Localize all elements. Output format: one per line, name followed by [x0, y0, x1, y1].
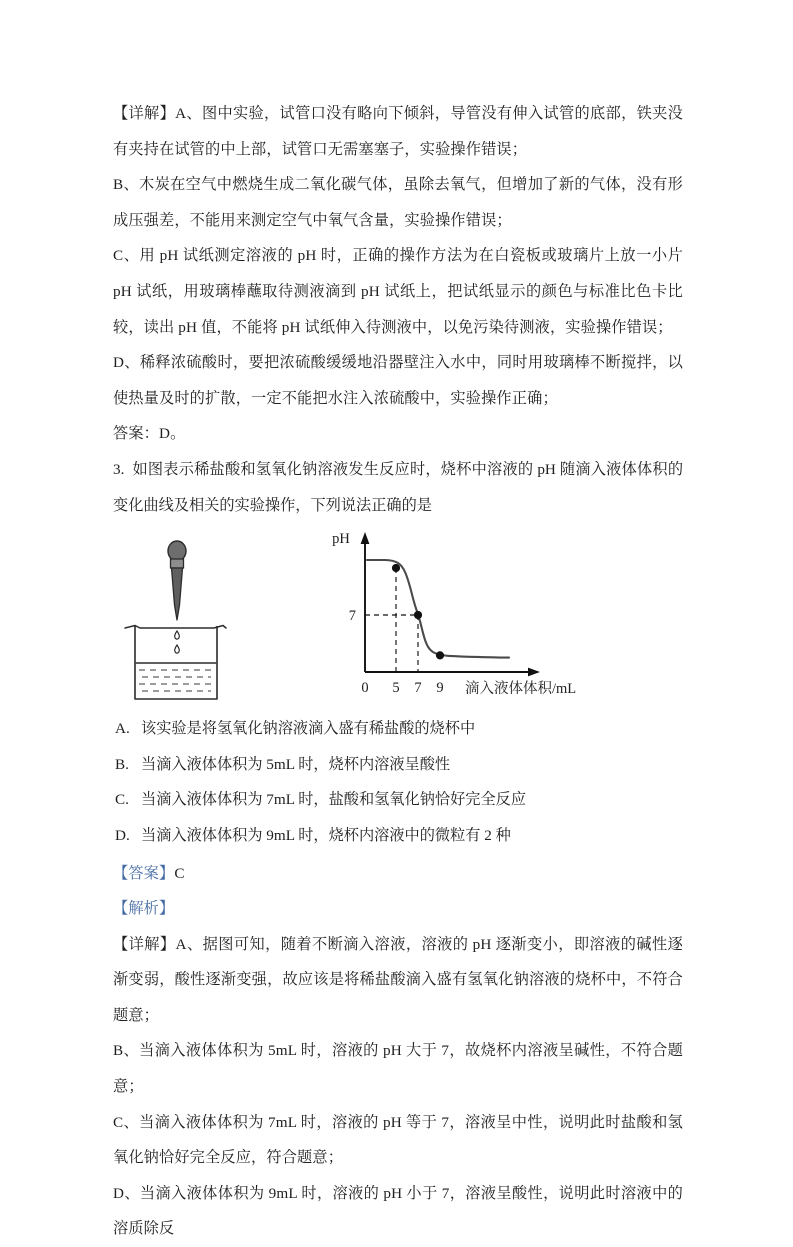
question-number: 3. — [113, 460, 125, 478]
explanation-tag: 【详解】 — [113, 105, 176, 122]
answer-tag: 【答案】 — [113, 864, 175, 882]
data-point-x9 — [436, 651, 444, 659]
explanation-1-answer: 答案：D。 — [113, 425, 186, 443]
option-a[interactable] — [113, 711, 683, 747]
analysis-line — [113, 891, 683, 927]
analysis-tag: 【解析】 — [113, 900, 175, 918]
explanation-2-line-c: C、当滴入液体体积为 7mL 时，溶液的 pH 等于 7，溶液呈中性，说明此时盐酸和氢氧化钠恰好完全反应，符合题意； — [113, 1113, 683, 1167]
explanation-2-tag: 【详解】 — [113, 935, 176, 953]
explanation-2-text-a: A、据图可知，随着不断滴入溶液，溶液的 pH 逐渐变小，即溶液的碱性逐渐变弱，酸性逐渐变强，故应该是将稀盐酸滴入盛有氢氧化钠溶液的烧杯中，不符合题意； — [113, 935, 684, 1024]
document-content — [113, 96, 683, 1247]
option-d[interactable] — [113, 818, 683, 854]
data-point-x7 — [414, 611, 422, 619]
beaker-icon — [125, 626, 226, 700]
option-c-key: C. — [115, 791, 129, 809]
explanation-1-line-d: D、稀释浓硫酸时，要把浓硫酸缓缓地沿器壁注入水中，同时用玻璃棒不断搅拌，以使热量及时的扩散，一定不能把水注入浓硫酸中，实验操作正确； — [113, 354, 683, 407]
option-a-text: 该实验是将氢氧化钠溶液滴入盛有稀盐酸的烧杯中 — [141, 720, 476, 738]
chart-xtick-5: 5 — [392, 680, 400, 697]
chart-xtick-9: 9 — [436, 680, 444, 697]
explanation-1-text-a: A、图中实验，试管口没有略向下倾斜，导管没有伸入试管的底部，铁夹没有夹持在试管的中上部，试管口无需塞塞子，实验操作错误； — [113, 105, 683, 158]
option-b-key: B. — [115, 755, 129, 773]
explanation-1-line-c: C、用 pH 试纸测定溶液的 pH 时，正确的操作方法为在白瓷板或玻璃片上放一小片 pH 试纸，用玻璃棒蘸取待测液滴到 pH 试纸上，把试纸显示的颜色与标准比色卡比较，读出 pH 值，不能将 pH 试纸伸入待测液中，以免污染待测液，实验操作错误； — [113, 247, 683, 336]
droplet-icon — [175, 631, 180, 639]
droplet-icon — [175, 645, 180, 653]
figure-titration — [113, 527, 683, 709]
question-text: 如图表示稀盐酸和氢氧化钠溶液发生反应时，烧杯中溶液的 pH 随滴入液体体积的变化曲线及相关的实验操作，下列说法正确的是 — [113, 460, 684, 514]
answer-value: C — [174, 864, 185, 882]
option-a-key: A. — [115, 720, 130, 738]
explanation-2-line-b: B、当滴入液体体积为 5mL 时，溶液的 pH 大于 7，故烧杯内溶液呈碱性，不符合题意； — [113, 1042, 683, 1096]
explanation-1-line-b: B、木炭在空气中燃烧生成二氧化碳气体，虽除去氧气，但增加了新的气体，没有形成压强差，不能用来测定空气中氧气含量，实验操作错误； — [113, 176, 683, 229]
answer-block — [113, 856, 683, 927]
explanation-2-line-d: D、当滴入液体体积为 9mL 时，溶液的 pH 小于 7，溶液呈酸性，说明此时溶液中的溶质除反 — [113, 1184, 683, 1238]
answer-line — [113, 856, 683, 892]
chart-ytick-7: 7 — [348, 608, 356, 625]
chart-xtick-7: 7 — [414, 680, 422, 697]
chart-xlabel: 滴入液体体积/mL — [465, 681, 577, 698]
question-3 — [113, 452, 683, 523]
option-b-text: 当滴入液体体积为 5mL 时，烧杯内溶液呈酸性 — [141, 755, 451, 773]
option-d-key: D. — [115, 826, 130, 844]
option-b[interactable] — [113, 747, 683, 783]
chart-ylabel: pH — [332, 531, 350, 548]
option-d-text: 当滴入液体体积为 9mL 时，烧杯内溶液中的微粒有 2 种 — [141, 826, 511, 844]
chart-xtick-0: 0 — [361, 680, 369, 697]
option-c-text: 当滴入液体体积为 7mL 时，盐酸和氢氧化钠恰好完全反应 — [141, 791, 527, 809]
dropper-icon — [168, 541, 186, 620]
data-point-x5 — [392, 564, 400, 572]
option-c[interactable] — [113, 782, 683, 818]
ph-titration-chart — [332, 531, 576, 697]
explanation-1-line-a — [113, 96, 683, 167]
explanation-2-line-a — [113, 927, 683, 1034]
